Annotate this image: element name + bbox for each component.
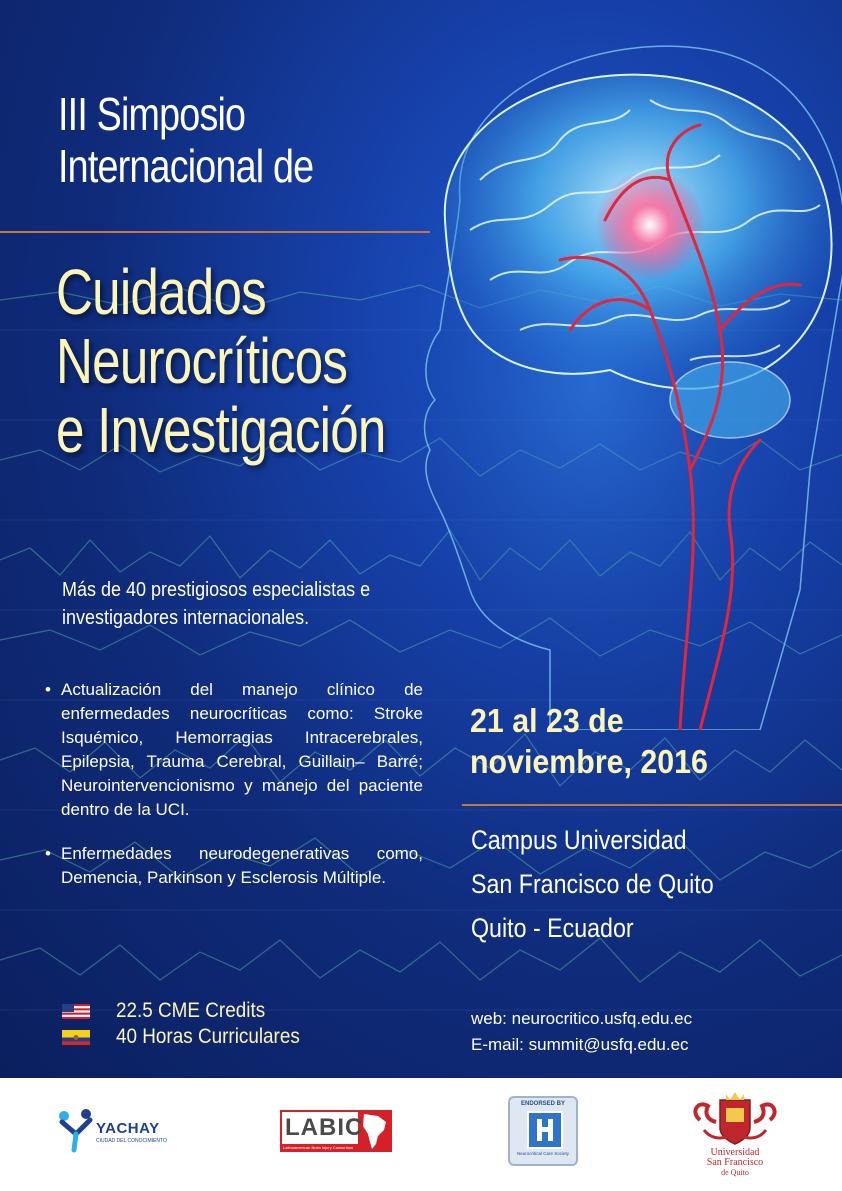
heading-line-2: Internacional de	[58, 140, 314, 192]
topic-list	[45, 678, 423, 910]
ecuador-flag-icon	[62, 1030, 90, 1045]
us-flag-icon	[62, 1004, 90, 1019]
venue-line-3: Quito - Ecuador	[471, 913, 634, 943]
hours-row	[62, 1024, 320, 1050]
ncs-name: Neurocritical Care Society	[516, 1151, 570, 1156]
topic-text: Enfermedades neurodegenerativas como, Demencia, Parkinson y Esclerosis Múltiple.	[61, 844, 423, 887]
event-venue	[471, 818, 714, 950]
contact-block	[471, 1006, 692, 1058]
heading-divider	[0, 231, 430, 233]
yachay-name: YACHAY	[96, 1120, 160, 1137]
event-date	[470, 700, 708, 782]
topic-item	[45, 678, 423, 822]
website-link[interactable]: web: neurocritico.usfq.edu.ec	[471, 1009, 693, 1028]
ncs-logo	[508, 1096, 578, 1166]
labic-logo	[280, 1110, 392, 1152]
cme-credits-text: 22.5 CME Credits	[116, 999, 266, 1022]
latin-america-map-icon	[360, 1112, 390, 1150]
title-line-3: e Investigación	[56, 394, 386, 466]
bullet-icon: •	[45, 844, 51, 863]
venue-line-2: San Francisco de Quito	[471, 869, 714, 899]
title-line-2: Neurocríticos	[56, 325, 348, 397]
email-link[interactable]: E-mail: summit@usfq.edu.ec	[471, 1035, 689, 1054]
usfq-line-3: de Quito	[721, 1168, 749, 1177]
venue-line-1: Campus Universidad	[471, 825, 687, 855]
labic-name: LABIC	[285, 1114, 364, 1141]
title-line-1: Cuidados	[56, 256, 266, 328]
event-title	[56, 258, 386, 465]
event-heading	[58, 88, 313, 192]
ncs-h-icon	[527, 1111, 563, 1149]
usfq-crest-icon	[690, 1090, 780, 1146]
topic-text: Actualización del manejo clínico de enfermedades neurocríticas como: Stroke Isquémico, Hemorragias Intracerebrales, Epilepsia, Trauma Cerebral, Guillain– Barré; Neurointervencionismo y manejo del paciente dentro de la UCI.	[61, 680, 423, 819]
yachay-tagline: CIUDAD DEL CONOCIMIENTO	[96, 1138, 167, 1144]
yachay-logo	[56, 1108, 176, 1154]
usfq-line-2: San Francisco	[706, 1157, 764, 1168]
usfq-wordmark	[690, 1148, 780, 1178]
yachay-emblem-icon	[56, 1108, 96, 1154]
date-divider	[462, 804, 842, 806]
curricular-hours-text: 40 Horas Curriculares	[116, 1025, 300, 1048]
usfq-line-1: Universidad	[710, 1147, 760, 1158]
intro-text: Más de 40 prestigiosos especialistas e investigadores internacionales.	[62, 579, 371, 629]
brain-head-illustration	[400, 30, 842, 730]
usfq-logo	[690, 1090, 780, 1182]
cme-credits-row	[62, 998, 320, 1024]
date-line-1: 21 al 23 de	[470, 702, 624, 739]
heading-line-1: III Simposio	[58, 88, 246, 140]
ncs-endorsed: ENDORSED BY	[520, 1101, 565, 1107]
credits-block	[62, 998, 320, 1050]
date-line-2: noviembre, 2016	[470, 743, 708, 780]
labic-tagline: Latinoamerican Brain Injury Consortium	[283, 1145, 354, 1150]
bullet-icon: •	[45, 680, 51, 699]
sponsor-footer	[0, 1078, 842, 1191]
topic-item	[45, 842, 423, 890]
